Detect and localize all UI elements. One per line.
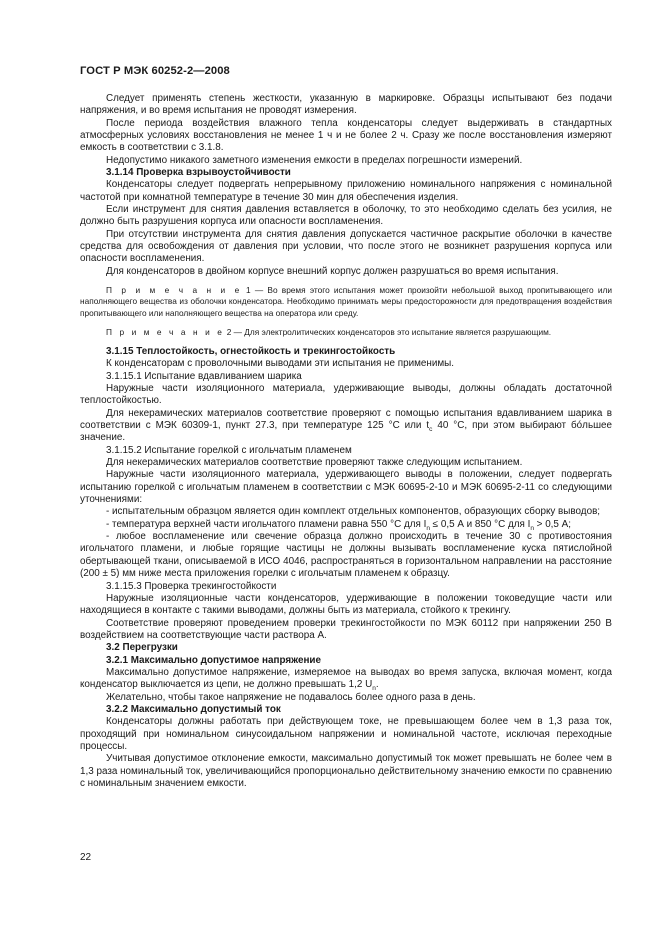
body-paragraph: Для некерамических материалов соответствие проверяют с помощью испытания вдавливанием шарика в соответствии с МЭК 60309-1, пункт 27.3, при температуре 125 °C или $t_c$ 40 °C, при этом выбирают бóльшее значение. [80, 407, 612, 444]
section-heading: 3.1.14 Проверка взрывоустойчивости [106, 167, 291, 179]
note-paragraph: П р и м е ч а н и е 2 — Для электролитических конденсаторов это испытание является разрушающим. [106, 326, 552, 337]
note-label: П р и м е ч а н и е [106, 285, 242, 296]
document-header: ГОСТ Р МЭК 60252-2—2008 [80, 65, 230, 77]
body-paragraph: - испытательным образцом является один комплект отдельных компонентов, образующих сборку выводов; [106, 506, 601, 518]
body-paragraph: Соответствие проверяют проведением проверки трекингостойкости по МЭК 60112 при напряжении 250 В воздействием на соответствующие части раствора А. [80, 617, 612, 641]
section-heading: 3.1.15 Теплостойкость, огнестойкость и трекингостойкость [106, 345, 396, 357]
body-paragraph: Для конденсаторов в двойном корпусе внешний корпус должен разрушаться во время испытания. [106, 265, 559, 277]
body-paragraph: Если инструмент для снятия давления вставляется в оболочку, то это необходимо сделать без усилия, не должно быть разрушения корпуса или опасности воспламенения. [80, 204, 612, 228]
note-paragraph: П р и м е ч а н и е 1 — Во время этого испытания может произойти небольшой выход пропитывающего или наполняющего вещества из оболочки конденсатора. Необходимо принимать меры предосторожности для предотвращения воздействия пропитывающего или наполняющего вещества на оператора или среду. [80, 285, 612, 318]
body-paragraph: Следует применять степень жесткости, указанную в маркировке. Образцы испытывают без подачи напряжения, и во время испытания не проводят измерения. [80, 93, 612, 117]
body-paragraph: Учитывая допустимое отклонение емкости, максимально допустимый ток может превышать не более чем в 1,3 раза номинальный ток, увеличивающийся пропорционально действительному значению емкости по сравнению с номинальным значением емкости. [80, 753, 613, 789]
body-paragraph: Для некерамических материалов соответствие проверяют также следующим испытанием. [106, 457, 523, 469]
body-paragraph: 3.1.15.2 Испытание горелкой с игольчатым пламенем [106, 444, 352, 456]
body-paragraph: При отсутствии инструмента для снятия давления допускается частичное раскрытие оболочки в качестве средства для освобождения от давления при условии, что после этого не возникнет разрушения корпуса или опасности воспламенения. [80, 228, 612, 265]
section-heading: 3.2 Перегрузки [106, 642, 178, 654]
note-label: П р и м е ч а н и е [106, 326, 225, 337]
section-heading: 3.2.2 Максимально допустимый ток [106, 703, 281, 715]
section-heading: 3.2.1 Максимально допустимое напряжение [106, 654, 321, 666]
body-paragraph: Желательно, чтобы такое напряжение не подавалось более одного раза в день. [106, 691, 476, 703]
document-body [80, 93, 612, 790]
body-paragraph: - температура верхней части игольчатого пламени равна 550 °C для $I_n \le 0,5$ А и 850 °C для $I_n > 0,5$ А; [106, 518, 571, 532]
body-paragraph: Конденсаторы должны работать при действующем токе, не превышающем более чем в 1,3 раза ток, проходящий при номинальном синусоидальном напряжении и номинальной частоте, исключая переходные процессы. [80, 716, 612, 752]
body-paragraph: К конденсаторам с проволочными выводами эти испытания не применимы. [106, 358, 454, 370]
body-paragraph: Недопустимо никакого заметного изменения емкости в пределах погрешности измерений. [106, 154, 523, 166]
body-paragraph: После периода воздействия влажного тепла конденсаторы следует выдерживать в стандартных атмосферных условиях восстановления не менее 1 ч и не более 2 ч. Сразу же после восстановления измеряют емкость в соответствии с 3.1.8. [80, 117, 612, 154]
page-number: 22 [80, 852, 92, 863]
body-paragraph: Наружные изоляционные части конденсаторов, удерживающие в положении токоведущие части или находящиеся в контакте с такими выводами, должны быть из материала, стойкого к трекингу. [80, 592, 612, 617]
body-paragraph: Максимально допустимое напряжение, измеряемое на выводах во время запуска, включая момент, когда конденсатор выключается из цепи, не должно превышать 1,2 $U_n$. [80, 666, 612, 693]
body-paragraph: - любое воспламенение или свечение образца должно происходить в течение 30 с противостояния игольчатого пламени, и любые горящие частицы не должны вызывать воспламенение куска пятислойной обертывающей ткани, описываемой в ИСО 4046, распространяться в горизонтальном направлении на расстояние (200 ± 5) мм ниже места приложения горелки с игольчатым пламенем к образцу. [80, 531, 612, 580]
body-paragraph: Наружные части изоляционного материала, удерживающие выводы, должны обладать достаточной теплостойкостью. [80, 383, 612, 407]
body-paragraph: 3.1.15.3 Проверка трекингостойкости [106, 580, 277, 592]
body-paragraph: Наружные части изоляционного материала, удерживающего выводы в положении, следует подвергать испытанию горелкой с игольчатым пламенем в соответствии с МЭК 60695-2-10 и МЭК 60695-2-11 со следующими уточнениями: [80, 469, 612, 506]
body-paragraph: 3.1.15.1 Испытание вдавливанием шарика [106, 370, 302, 382]
body-paragraph: Конденсаторы следует подвергать непрерывному приложению номинального напряжения с номинальной частотой при комнатной температуре в течение 30 мин для обеспечения изделия. [80, 179, 612, 203]
